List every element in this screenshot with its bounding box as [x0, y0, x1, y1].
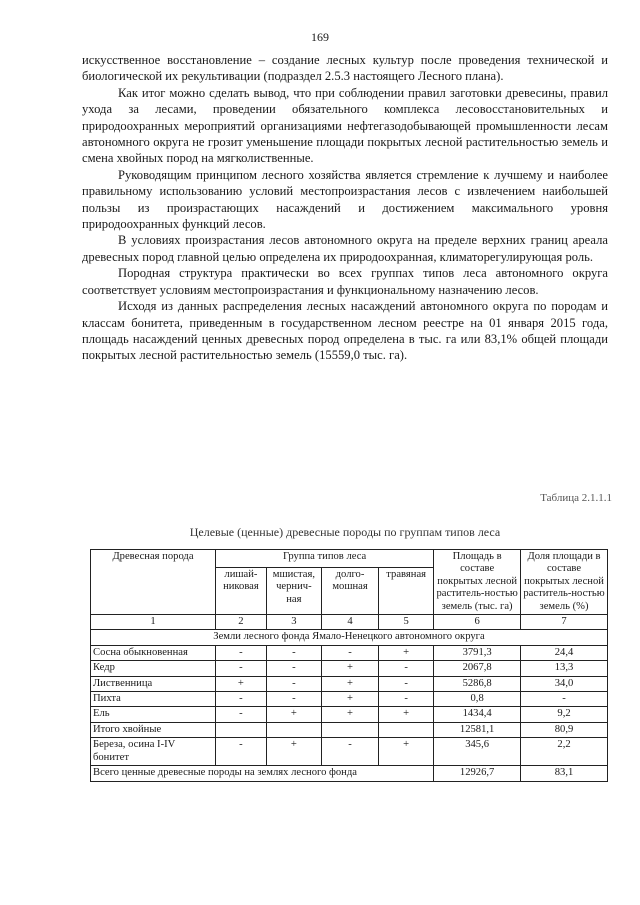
table-row: [91, 692, 608, 707]
paragraph: Породная структура практически во всех группах типов леса автономного округа соответствует условиям местопроизрастания и функциональному назначению лесов.: [82, 266, 608, 297]
table-row: [91, 676, 608, 691]
cell-mark: [266, 722, 321, 737]
species-name: Ель: [91, 707, 216, 722]
total-label: Всего ценные древесные породы на землях лесного фонда: [91, 766, 434, 781]
species-name: Сосна обыкновенная: [91, 645, 216, 660]
cell-share: 24,4: [521, 645, 608, 660]
column-number: 1: [91, 615, 216, 630]
header-sub: долго-мошная: [321, 568, 378, 615]
table-row: [91, 722, 608, 737]
cell-area: 345,6: [434, 738, 521, 766]
cell-mark: -: [216, 707, 267, 722]
cell-mark: +: [321, 661, 378, 676]
table-row: [91, 707, 608, 722]
table-header-row: [91, 550, 608, 568]
cell-mark: -: [266, 661, 321, 676]
header-area: Площадь в составе покрытых лесной раститель-ностью земель (тыс. га): [434, 550, 521, 615]
table-row: [91, 738, 608, 766]
column-number: 3: [266, 615, 321, 630]
species-name: Пихта: [91, 692, 216, 707]
cell-mark: [216, 722, 267, 737]
cell-share: 2,2: [521, 738, 608, 766]
cell-mark: +: [266, 738, 321, 766]
cell-area: 1434,4: [434, 707, 521, 722]
cell-share: 34,0: [521, 676, 608, 691]
total-share: 83,1: [521, 766, 608, 781]
header-sub: мшистая, чернич-ная: [266, 568, 321, 615]
cell-mark: -: [266, 645, 321, 660]
cell-mark: +: [379, 738, 434, 766]
body-text: [82, 52, 608, 364]
species-name: Лиственница: [91, 676, 216, 691]
cell-mark: -: [321, 738, 378, 766]
cell-mark: -: [321, 645, 378, 660]
column-number-row: [91, 615, 608, 630]
cell-mark: +: [266, 707, 321, 722]
species-name: Кедр: [91, 661, 216, 676]
paragraph: Руководящим принципом лесного хозяйства является стремление к лучшему и наиболее правильному использованию условий местопроизрастания лесов с извлечением наибольшей пользы из произрастающих насаждений и достижением максимального уровня природоохранных функций лесов.: [82, 167, 608, 232]
column-number: 7: [521, 615, 608, 630]
total-row: [91, 766, 608, 781]
cell-mark: -: [379, 661, 434, 676]
cell-mark: -: [266, 676, 321, 691]
table-row: [91, 645, 608, 660]
total-area: 12926,7: [434, 766, 521, 781]
column-number: 6: [434, 615, 521, 630]
column-number: 5: [379, 615, 434, 630]
cell-area: 12581,1: [434, 722, 521, 737]
cell-area: 3791,3: [434, 645, 521, 660]
table-label: Таблица 2.1.1.1: [540, 492, 612, 504]
cell-share: 13,3: [521, 661, 608, 676]
cell-mark: -: [216, 692, 267, 707]
cell-mark: -: [379, 676, 434, 691]
cell-area: 2067,8: [434, 661, 521, 676]
cell-mark: +: [216, 676, 267, 691]
header-sub: лишай-никовая: [216, 568, 267, 615]
paragraph: Исходя из данных распределения лесных насаждений автономного округа по породам и классам бонитета, приведенным в государственном лесном реестре на 01 января 2015 года, площадь насаждений ценных древесных пород определена в тыс. га или 83,1% общей площади покрытых лесной растительностью земель (15559,0 тыс. га).: [82, 299, 608, 363]
column-number: 4: [321, 615, 378, 630]
header-species: Древесная порода: [91, 550, 216, 615]
paragraph: В условиях произрастания лесов автономного округа на пределе верхних границ ареала древесных пород главной целью определена их природоохранная, климаторегулирующая роль.: [82, 233, 608, 264]
paragraph: искусственное восстановление – создание лесных культур после проведения технической и биологической их рекультивации (подраздел 2.5.3 настоящего Лесного плана).: [82, 53, 608, 84]
cell-area: 5286,8: [434, 676, 521, 691]
species-name: Итого хвойные: [91, 722, 216, 737]
paragraph: Как итог можно сделать вывод, что при соблюдении правил заготовки древесины, правил ухода за лесами, проведении обязательного комплекса лесовосстановительных и природоохранных мероприятий организациями нефтегазодобывающей промышленности лесам автономного округа не грозит уменьшение площади покрытых лесной растительностью земель и смена хвойных пород на мягколиственные.: [82, 85, 608, 166]
section-row: [91, 630, 608, 645]
cell-mark: +: [321, 692, 378, 707]
cell-mark: [321, 722, 378, 737]
header-share: Доля площади в составе покрытых лесной раститель-ностью земель (%): [521, 550, 608, 615]
cell-mark: -: [216, 661, 267, 676]
cell-mark: -: [266, 692, 321, 707]
species-table: [90, 549, 608, 782]
cell-mark: [379, 722, 434, 737]
cell-mark: +: [321, 707, 378, 722]
table-row: [91, 661, 608, 676]
cell-mark: -: [379, 692, 434, 707]
cell-mark: +: [379, 645, 434, 660]
cell-mark: -: [216, 645, 267, 660]
table-title: Целевые (ценные) древесные породы по группам типов леса: [189, 525, 501, 539]
header-sub: травяная: [379, 568, 434, 615]
cell-share: 9,2: [521, 707, 608, 722]
species-name: Береза, осина I-IV бонитет: [91, 738, 216, 766]
cell-mark: +: [379, 707, 434, 722]
column-number: 2: [216, 615, 267, 630]
section-title: Земли лесного фонда Ямало-Ненецкого автономного округа: [91, 630, 608, 645]
header-group: Группа типов леса: [216, 550, 434, 568]
cell-area: 0,8: [434, 692, 521, 707]
page-number: 169: [311, 30, 329, 44]
cell-share: -: [521, 692, 608, 707]
cell-mark: +: [321, 676, 378, 691]
cell-share: 80,9: [521, 722, 608, 737]
cell-mark: -: [216, 738, 267, 766]
